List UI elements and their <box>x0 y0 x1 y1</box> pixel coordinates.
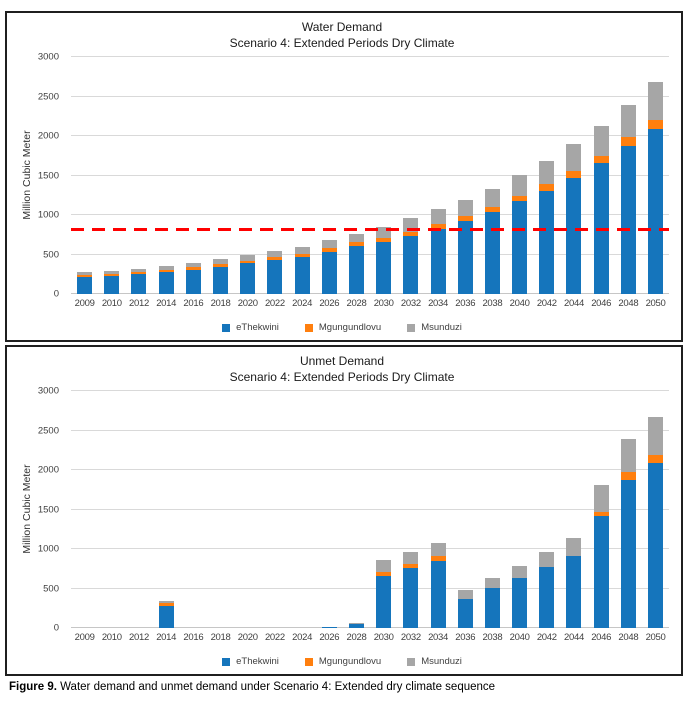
x-tick-label: 2032 <box>400 298 421 310</box>
y-tick-label: 1500 <box>37 504 59 516</box>
y-tick-label: 3000 <box>37 385 59 397</box>
bar-segment-ethekwini-2042 <box>539 567 554 628</box>
bar-segment-mgungundlovu-2046 <box>594 156 609 164</box>
bar-segment-msunduzi-2048 <box>621 105 636 138</box>
bar-stack-2034 <box>424 57 451 294</box>
chart-title: Unmet Demand <box>299 354 385 369</box>
bar-stack-2010 <box>98 391 125 628</box>
bar-stack-2026 <box>316 391 343 628</box>
bar-stack-2032 <box>397 57 424 294</box>
bar-segment-mgungundlovu-2048 <box>621 137 636 146</box>
bar-stack-2028 <box>343 57 370 294</box>
bar-segment-msunduzi-2048 <box>621 439 636 472</box>
x-tick-label: 2010 <box>101 298 122 310</box>
chart-subtitle: Scenario 4: Extended Periods Dry Climate <box>229 369 455 384</box>
bar-segment-ethekwini-2018 <box>213 267 228 295</box>
bar-segment-msunduzi-2034 <box>431 543 446 556</box>
bar-stack-2048 <box>615 57 642 294</box>
bar-stack-2036 <box>452 57 479 294</box>
y-tick-label: 1000 <box>37 209 59 221</box>
x-tick-label: 2022 <box>264 298 285 310</box>
y-axis-ticks <box>29 385 65 650</box>
figure-caption-text: Water demand and unmet demand under Scenario 4: Extended dry climate sequence <box>56 681 496 694</box>
bar-segment-ethekwini-2044 <box>566 178 581 294</box>
x-tick-label: 2014 <box>156 298 177 310</box>
bar-segment-mgungundlovu-2048 <box>621 472 636 480</box>
x-tick-label: 2014 <box>156 632 177 644</box>
unmet-demand-chart-panel <box>5 345 683 676</box>
figure-caption <box>9 681 683 693</box>
x-tick-label: 2034 <box>428 632 448 644</box>
y-tick-label: 3000 <box>37 51 59 63</box>
bar-stack-2024 <box>289 57 316 294</box>
bar-segment-ethekwini-2042 <box>539 191 554 294</box>
bar-segment-ethekwini-2032 <box>403 236 418 294</box>
y-tick-label: 1000 <box>37 543 59 555</box>
x-tick-label: 2016 <box>183 298 204 310</box>
water-demand-plot <box>13 51 671 316</box>
bar-segment-ethekwini-2014 <box>159 272 174 294</box>
bar-segment-ethekwini-2014 <box>159 606 174 628</box>
x-axis-labels <box>71 632 669 643</box>
x-tick-label: 2030 <box>373 298 394 310</box>
legend-swatch-icon <box>222 324 230 332</box>
x-tick-label: 2022 <box>264 632 285 644</box>
legend-label: eThekwini <box>236 322 279 334</box>
legend <box>13 650 671 671</box>
bar-stack-2048 <box>615 391 642 628</box>
x-tick-label: 2024 <box>292 298 313 310</box>
chart-subtitle: Scenario 4: Extended Periods Dry Climate <box>229 35 455 50</box>
bar-segment-ethekwini-2024 <box>295 257 310 294</box>
bar-segment-msunduzi-2036 <box>458 200 473 216</box>
x-tick-label: 2034 <box>428 298 448 310</box>
bar-segment-msunduzi-2040 <box>512 566 527 578</box>
plot-area <box>29 385 671 650</box>
x-tick-label: 2020 <box>237 298 258 310</box>
x-tick-label: 2044 <box>564 298 584 310</box>
y-axis-title <box>13 57 33 316</box>
bar-stack-2028 <box>343 391 370 628</box>
y-tick-label: 2000 <box>37 464 59 476</box>
bar-segment-ethekwini-2012 <box>131 274 146 294</box>
y-axis-title-text: Million Cubic Meter <box>21 130 33 220</box>
bar-segment-msunduzi-2028 <box>349 234 364 243</box>
bar-segment-ethekwini-2034 <box>431 561 446 628</box>
bar-stack-2022 <box>261 391 288 628</box>
bar-segment-ethekwini-2022 <box>267 260 282 294</box>
x-tick-label: 2046 <box>591 632 612 644</box>
bar-stack-2044 <box>560 391 587 628</box>
x-tick-label: 2042 <box>536 632 557 644</box>
bar-stack-2050 <box>642 57 669 294</box>
x-tick-label: 2048 <box>618 632 639 644</box>
bar-segment-msunduzi-2042 <box>539 552 554 567</box>
bar-stack-2018 <box>207 391 234 628</box>
bar-stack-2014 <box>153 57 180 294</box>
x-tick-label: 2028 <box>346 298 367 310</box>
bar-segment-ethekwini-2034 <box>431 229 446 294</box>
x-tick-label: 2012 <box>129 298 149 310</box>
x-tick-label: 2030 <box>373 632 394 644</box>
bar-segment-ethekwini-2026 <box>322 252 337 295</box>
bars-row <box>71 57 669 294</box>
bar-segment-mgungundlovu-2050 <box>648 455 663 464</box>
bar-segment-msunduzi-2036 <box>458 590 473 599</box>
bar-segment-msunduzi-2042 <box>539 161 554 184</box>
bar-segment-msunduzi-2038 <box>485 578 500 589</box>
x-tick-label: 2050 <box>645 298 666 310</box>
bar-segment-ethekwini-2016 <box>186 270 201 295</box>
y-tick-label: 500 <box>43 249 59 261</box>
bar-segment-ethekwini-2048 <box>621 146 636 294</box>
y-axis-ticks <box>29 51 65 316</box>
x-tick-label: 2010 <box>101 632 122 644</box>
bar-segment-msunduzi-2046 <box>594 485 609 512</box>
x-tick-label: 2046 <box>591 298 612 310</box>
bar-stack-2042 <box>533 57 560 294</box>
bar-segment-msunduzi-2032 <box>403 552 418 564</box>
bar-stack-2038 <box>479 391 506 628</box>
bar-stack-2010 <box>98 57 125 294</box>
bar-stack-2040 <box>506 57 533 294</box>
y-tick-label: 500 <box>43 583 59 595</box>
bar-segment-ethekwini-2046 <box>594 516 609 628</box>
bar-segment-ethekwini-2010 <box>104 276 119 294</box>
x-tick-label: 2044 <box>564 632 584 644</box>
legend-swatch-icon <box>407 658 415 666</box>
x-tick-label: 2024 <box>292 632 313 644</box>
legend <box>13 316 671 337</box>
bar-segment-msunduzi-2050 <box>648 417 663 455</box>
bar-segment-ethekwini-2030 <box>376 576 391 629</box>
chart-title: Water Demand <box>301 20 383 34</box>
plot-area <box>29 51 671 316</box>
bar-segment-msunduzi-2046 <box>594 126 609 156</box>
bar-stack-2018 <box>207 57 234 294</box>
demand-threshold-line <box>71 228 669 231</box>
bar-stack-2009 <box>71 57 98 294</box>
bar-segment-ethekwini-2030 <box>376 242 391 294</box>
legend-label: Msunduzi <box>421 322 462 334</box>
legend-label: eThekwini <box>236 656 279 668</box>
bars-row <box>71 391 669 628</box>
unmet-demand-plot <box>13 385 671 650</box>
x-tick-label: 2042 <box>536 298 557 310</box>
bar-stack-2014 <box>153 391 180 628</box>
legend-swatch-icon <box>305 324 313 332</box>
x-tick-label: 2036 <box>455 632 476 644</box>
bar-segment-mgungundlovu-2050 <box>648 120 663 129</box>
bar-segment-mgungundlovu-2044 <box>566 171 581 178</box>
bar-stack-2024 <box>289 391 316 628</box>
bar-stack-2030 <box>370 57 397 294</box>
legend-swatch-icon <box>222 658 230 666</box>
bar-stack-2012 <box>125 391 152 628</box>
bar-stack-2030 <box>370 391 397 628</box>
bar-segment-ethekwini-2036 <box>458 599 473 628</box>
water-demand-chart-panel <box>5 11 683 342</box>
bar-stack-2050 <box>642 391 669 628</box>
bar-segment-ethekwini-2026 <box>322 627 337 628</box>
bar-stack-2046 <box>588 57 615 294</box>
x-tick-label: 2040 <box>509 632 530 644</box>
bar-segment-msunduzi-2024 <box>295 247 310 254</box>
bar-stack-2046 <box>588 391 615 628</box>
bar-segment-msunduzi-2044 <box>566 144 581 171</box>
legend-item-msunduzi <box>407 322 462 333</box>
bar-stack-2044 <box>560 57 587 294</box>
bar-segment-ethekwini-2028 <box>349 624 364 628</box>
bar-segment-ethekwini-2038 <box>485 212 500 294</box>
legend-item-ethekwini <box>222 322 279 333</box>
bar-segment-ethekwini-2050 <box>648 129 663 294</box>
y-tick-label: 0 <box>53 288 59 300</box>
bar-stack-2036 <box>452 391 479 628</box>
bar-stack-2042 <box>533 391 560 628</box>
bar-segment-msunduzi-2040 <box>512 175 527 195</box>
bar-stack-2009 <box>71 391 98 628</box>
legend-item-msunduzi <box>407 656 462 667</box>
y-tick-label: 0 <box>53 622 59 634</box>
bar-stack-2038 <box>479 57 506 294</box>
y-tick-label: 2000 <box>37 130 59 142</box>
bar-stack-2020 <box>234 391 261 628</box>
legend-label: Mgungundlovu <box>318 322 382 334</box>
bar-segment-ethekwini-2036 <box>458 221 473 294</box>
x-tick-label: 2020 <box>237 632 258 644</box>
x-tick-label: 2036 <box>455 298 476 310</box>
x-tick-label: 2040 <box>509 298 530 310</box>
bar-segment-msunduzi-2030 <box>376 560 391 572</box>
legend-item-mgungundlovu <box>305 656 381 667</box>
y-tick-label: 1500 <box>37 170 59 182</box>
bar-stack-2016 <box>180 391 207 628</box>
x-tick-label: 2018 <box>210 298 231 310</box>
legend-item-ethekwini <box>222 656 279 667</box>
x-tick-label: 2016 <box>183 632 204 644</box>
plot-canvas <box>71 57 669 294</box>
x-tick-label: 2018 <box>210 632 231 644</box>
bar-stack-2016 <box>180 57 207 294</box>
bar-stack-2026 <box>316 57 343 294</box>
y-axis-title-text: Million Cubic Meter <box>21 464 33 555</box>
bar-segment-msunduzi-2044 <box>566 538 581 556</box>
bar-segment-msunduzi-2034 <box>431 209 446 224</box>
x-tick-label: 2026 <box>319 632 340 644</box>
y-tick-label: 2500 <box>37 425 59 437</box>
legend-label: Msunduzi <box>421 656 462 668</box>
bar-segment-ethekwini-2040 <box>512 201 527 294</box>
bar-segment-ethekwini-2040 <box>512 578 527 628</box>
x-tick-label: 2009 <box>74 632 95 644</box>
bar-segment-ethekwini-2032 <box>403 568 418 628</box>
bar-segment-ethekwini-2038 <box>485 588 500 628</box>
legend-swatch-icon <box>305 658 313 666</box>
x-tick-label: 2026 <box>319 298 340 310</box>
legend-label: Mgungundlovu <box>318 656 382 668</box>
plot-canvas <box>71 391 669 628</box>
x-tick-label: 2009 <box>74 298 95 310</box>
bar-stack-2032 <box>397 391 424 628</box>
legend-swatch-icon <box>407 324 415 332</box>
bar-segment-ethekwini-2028 <box>349 246 364 294</box>
x-tick-label: 2048 <box>618 298 639 310</box>
figure-caption-label: Figure 9. <box>9 681 57 694</box>
legend-item-mgungundlovu <box>305 322 381 333</box>
bar-stack-2040 <box>506 391 533 628</box>
x-tick-label: 2028 <box>346 632 367 644</box>
bar-stack-2034 <box>424 391 451 628</box>
bar-stack-2022 <box>261 57 288 294</box>
bar-segment-msunduzi-2050 <box>648 82 663 119</box>
x-tick-label: 2038 <box>482 632 503 644</box>
bar-segment-ethekwini-2009 <box>77 277 92 294</box>
x-tick-label: 2032 <box>400 632 421 644</box>
x-tick-label: 2038 <box>482 298 503 310</box>
bar-segment-ethekwini-2020 <box>240 263 255 294</box>
bar-stack-2020 <box>234 57 261 294</box>
y-axis-title <box>13 391 33 650</box>
bar-stack-2012 <box>125 57 152 294</box>
y-tick-label: 2500 <box>37 91 59 103</box>
x-tick-label: 2050 <box>645 632 666 644</box>
x-tick-label: 2012 <box>129 632 149 644</box>
bar-segment-ethekwini-2044 <box>566 556 581 628</box>
bar-segment-msunduzi-2026 <box>322 240 337 248</box>
bar-segment-ethekwini-2048 <box>621 480 636 628</box>
x-axis-labels <box>71 298 669 309</box>
bar-segment-msunduzi-2038 <box>485 189 500 207</box>
bar-segment-ethekwini-2050 <box>648 463 663 628</box>
